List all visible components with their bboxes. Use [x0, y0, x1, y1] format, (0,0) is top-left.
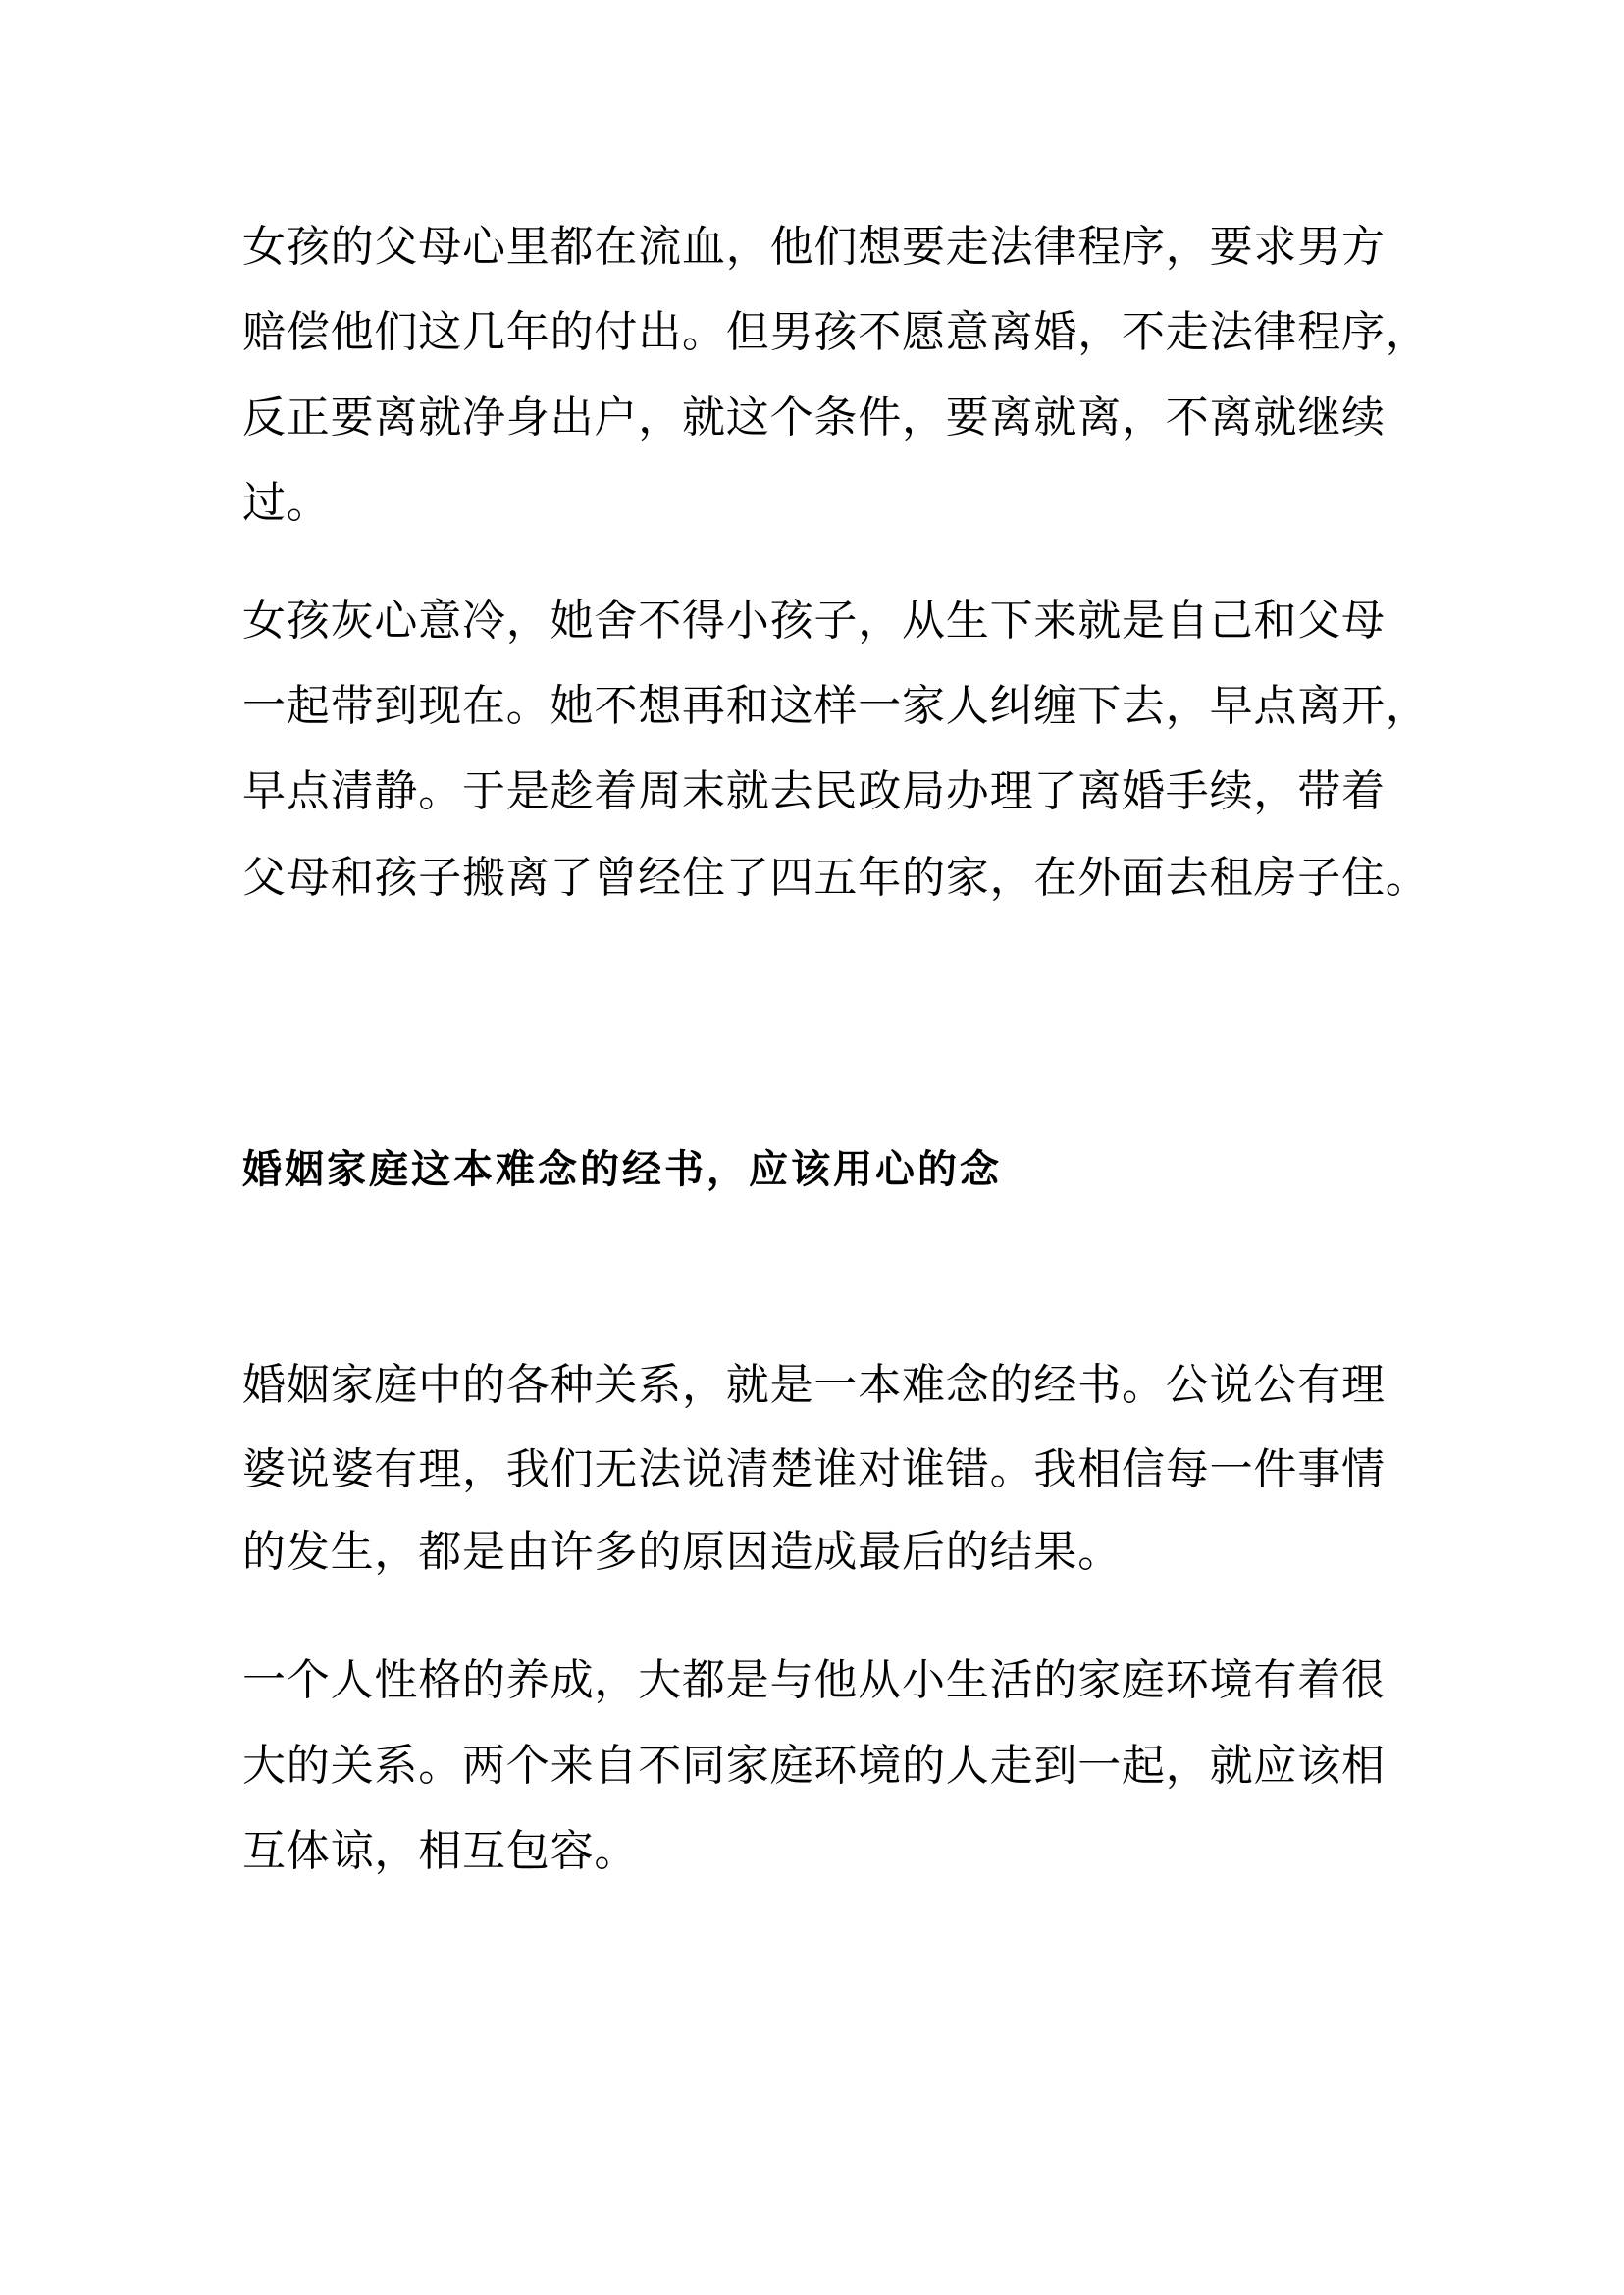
- text-line: 互体谅，相互包容。: [242, 1826, 639, 1876]
- text-line: 一个人性格的养成，大都是与他从小生活的家庭环境有着很: [242, 1655, 1386, 1705]
- text-line: 赔偿他们这几年的付出。但男孩不愿意离婚，不走法律程序，: [242, 307, 1430, 357]
- text-line: 婆说婆有理，我们无法说清楚谁对谁错。我相信每一件事情: [242, 1444, 1386, 1494]
- text-line: 的发生，都是由许多的原因造成最后的结果。: [242, 1527, 1122, 1577]
- text-line: 反正要离就净身出户，就这个条件，要离就离，不离就继续: [242, 392, 1386, 443]
- text-line: 女孩灰心意冷，她舍不得小孩子，从生下来就是自己和父母: [242, 596, 1386, 646]
- heading-text: 婚姻家庭这本难念的经书，应该用心的念: [242, 1147, 1002, 1192]
- text-line: 大的关系。两个来自不同家庭环境的人走到一起，就应该相: [242, 1741, 1386, 1791]
- text-line: 一起带到现在。她不想再和这样一家人纠缠下去，早点离开，: [242, 681, 1430, 731]
- text-line: 女孩的父母心里都在流血，他们想要走法律程序，要求男方: [242, 222, 1386, 272]
- text-line: 婚姻家庭中的各种关系，就是一本难念的经书。公说公有理: [242, 1360, 1386, 1410]
- text-line: 过。: [242, 478, 331, 528]
- text-line: 早点清静。于是趁着周末就去民政局办理了离婚手续，带着: [242, 766, 1386, 816]
- text-line: 父母和孩子搬离了曾经住了四五年的家，在外面去租房子住。: [242, 853, 1430, 903]
